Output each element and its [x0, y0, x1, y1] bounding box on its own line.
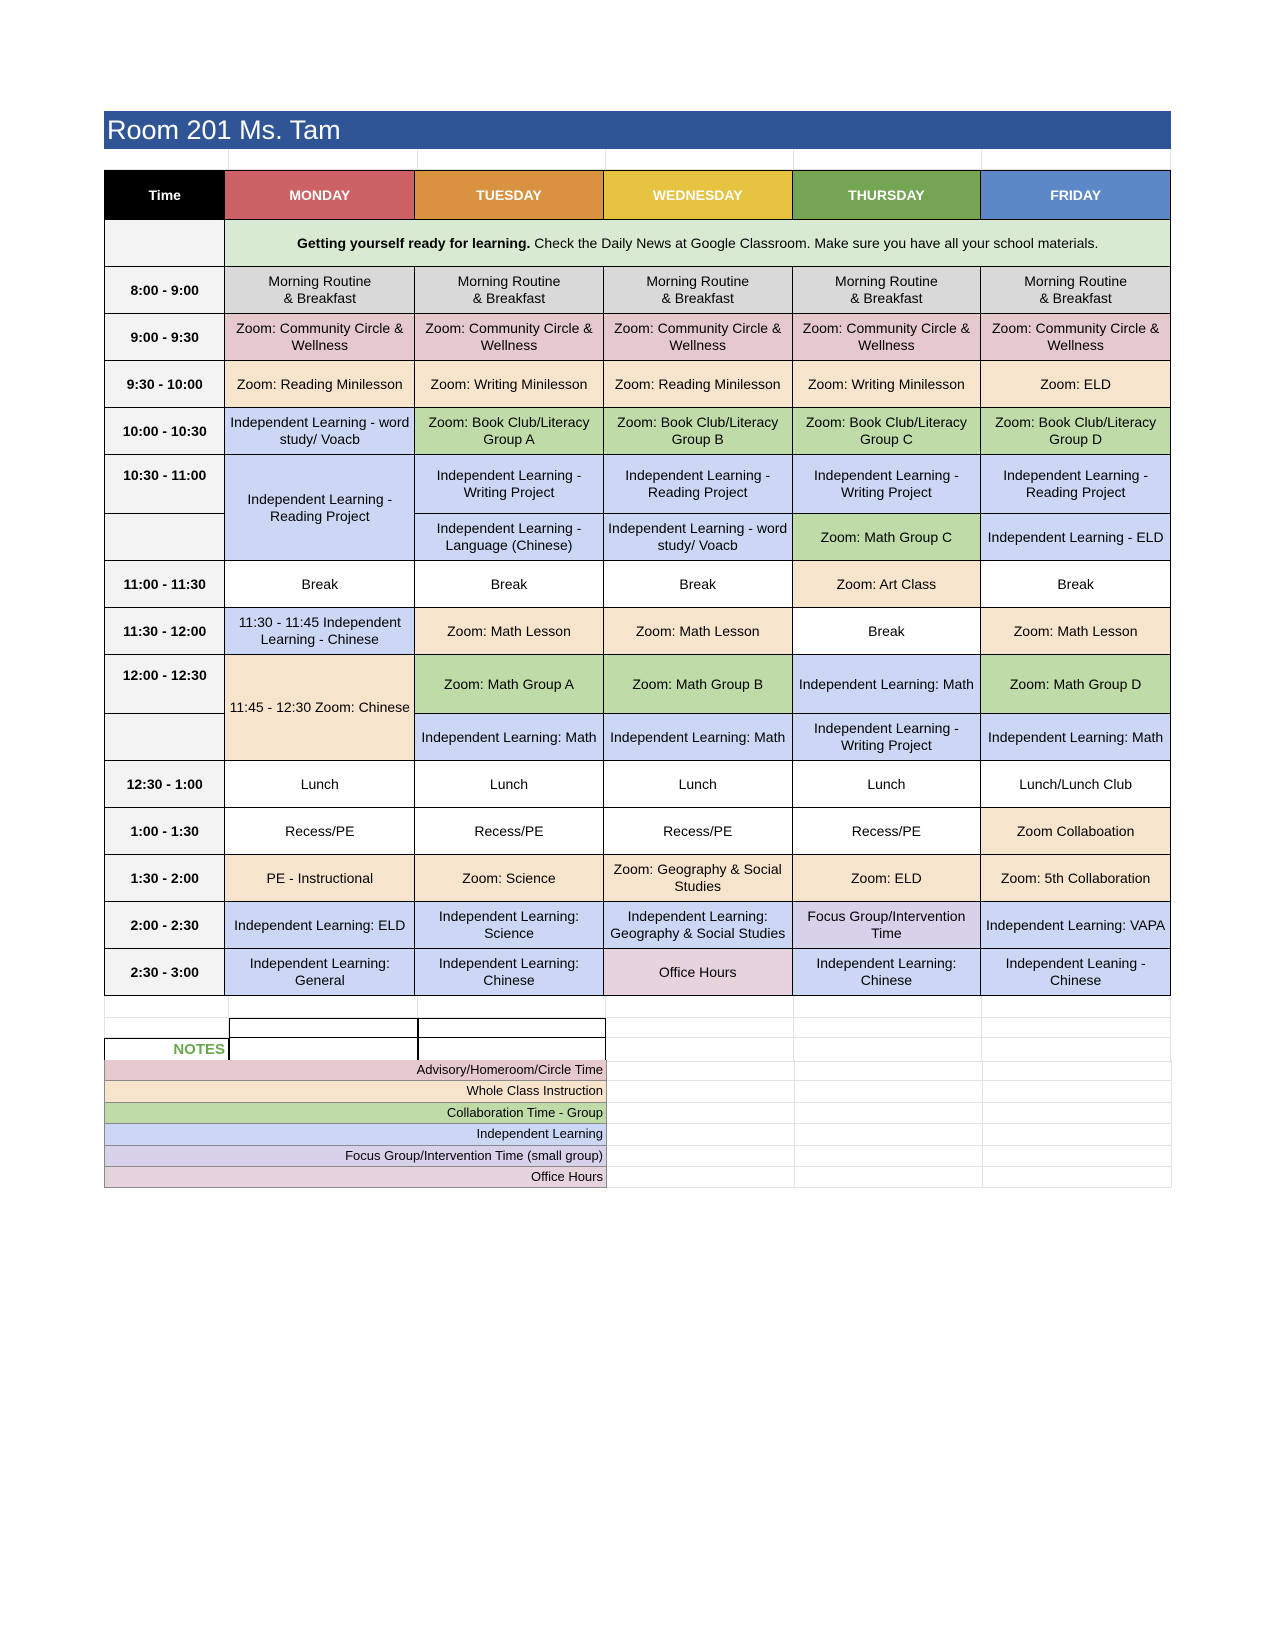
schedule-cell: Recess/PE — [792, 808, 981, 855]
schedule-cell: Zoom: Community Circle & Wellness — [415, 314, 604, 361]
schedule-cell: Zoom: 5th Collaboration — [981, 855, 1171, 902]
schedule-cell: Morning Routine & Breakfast — [792, 267, 981, 314]
schedule-cell: Zoom: Book Club/Literacy Group C — [792, 408, 981, 455]
blank-row — [104, 996, 1171, 1018]
schedule-cell: PE - Instructional — [225, 855, 415, 902]
table-row — [105, 314, 1171, 361]
table-row — [105, 455, 1171, 514]
legend-row — [104, 1146, 1171, 1167]
schedule-cell: Independent Learning - word study/ Voacb — [225, 408, 415, 455]
schedule-cell: Independent Learning - Writing Project — [792, 455, 981, 514]
table-row — [105, 361, 1171, 408]
schedule-cell: Zoom: Math Lesson — [981, 608, 1171, 655]
table-row — [105, 949, 1171, 996]
legend-row — [104, 1060, 1171, 1081]
blank-row — [104, 1018, 1171, 1038]
schedule-cell: Zoom: Community Circle & Wellness — [792, 314, 981, 361]
schedule-cell: Independent Learning: General — [225, 949, 415, 996]
schedule-cell: Lunch — [225, 761, 415, 808]
schedule-cell: 11:45 - 12:30 Zoom: Chinese — [225, 655, 415, 761]
schedule-cell: Zoom: Math Group A — [415, 655, 604, 714]
schedule-cell: Zoom: Art Class — [792, 561, 981, 608]
schedule-cell: Break — [792, 608, 981, 655]
schedule-cell: Zoom: ELD — [981, 361, 1171, 408]
schedule-cell: Independent Learning - word study/ Voacb — [603, 514, 792, 561]
time-cell: 9:30 - 10:00 — [105, 361, 225, 408]
header-wednesday: WEDNESDAY — [603, 171, 792, 220]
time-cell-empty — [105, 714, 225, 761]
legend-row — [104, 1124, 1171, 1145]
schedule-cell: Independent Learning - Reading Project — [603, 455, 792, 514]
table-row — [105, 408, 1171, 455]
schedule-cell: Zoom: Math Group D — [981, 655, 1171, 714]
header-friday: FRIDAY — [981, 171, 1171, 220]
schedule-cell: Independent Learning: Math — [415, 714, 604, 761]
schedule-cell: Recess/PE — [603, 808, 792, 855]
schedule-cell: Zoom: Math Group B — [603, 655, 792, 714]
table-row — [105, 561, 1171, 608]
schedule-cell: Break — [981, 561, 1171, 608]
legend-row — [104, 1167, 1171, 1188]
header-thursday: THURSDAY — [792, 171, 981, 220]
schedule-cell-text: Independent Learning: Geography & Social Studies — [610, 908, 786, 941]
time-cell: 9:00 - 9:30 — [105, 314, 225, 361]
schedule-cell: Independent Learning - Writing Project — [792, 714, 981, 761]
schedule-cell: Independent Learning - Reading Project — [981, 455, 1171, 514]
time-cell: 10:00 - 10:30 — [105, 408, 225, 455]
header-monday: MONDAY — [225, 171, 415, 220]
legend-item: Whole Class Instruction — [104, 1081, 607, 1102]
ready-note-bold: Getting yourself ready for learning. — [297, 234, 531, 251]
legend — [104, 1060, 1171, 1188]
schedule-cell: Zoom: Reading Minilesson — [603, 361, 792, 408]
time-cell-empty — [105, 220, 225, 267]
time-cell: 11:30 - 12:00 — [105, 608, 225, 655]
schedule-cell: Zoom: Math Lesson — [415, 608, 604, 655]
schedule-cell: Independent Learning - Reading Project — [225, 455, 415, 561]
schedule-cell: Zoom: Math Group C — [792, 514, 981, 561]
schedule-sheet — [104, 111, 1171, 1188]
header-row — [105, 171, 1171, 220]
time-cell: 12:30 - 1:00 — [105, 761, 225, 808]
notes-row — [104, 1038, 1171, 1060]
schedule-cell-clipped — [603, 902, 792, 949]
schedule-cell: Break — [225, 561, 415, 608]
table-row — [105, 808, 1171, 855]
header-time: Time — [105, 171, 225, 220]
schedule-cell: Morning Routine & Breakfast — [225, 267, 415, 314]
schedule-cell: Independent Learning: Math — [792, 655, 981, 714]
schedule-cell: Zoom: Community Circle & Wellness — [981, 314, 1171, 361]
schedule-cell: Independent Learning: Chinese — [415, 949, 604, 996]
time-cell: 2:00 - 2:30 — [105, 902, 225, 949]
schedule-cell: Zoom: Book Club/Literacy Group A — [415, 408, 604, 455]
ready-note — [225, 220, 1171, 267]
schedule-cell: Zoom: Community Circle & Wellness — [603, 314, 792, 361]
time-cell: 1:30 - 2:00 — [105, 855, 225, 902]
schedule-cell: Lunch — [415, 761, 604, 808]
schedule-cell: Zoom Collaboation — [981, 808, 1171, 855]
schedule-cell: Lunch — [603, 761, 792, 808]
schedule-cell: Morning Routine & Breakfast — [981, 267, 1171, 314]
time-cell: 10:30 - 11:00 — [105, 455, 225, 514]
schedule-cell: Zoom: Science — [415, 855, 604, 902]
table-row — [105, 855, 1171, 902]
notes-label: NOTES — [104, 1038, 229, 1062]
time-cell: 1:00 - 1:30 — [105, 808, 225, 855]
schedule-cell: 11:30 - 11:45 Independent Learning - Chinese — [225, 608, 415, 655]
schedule-cell: Zoom: Writing Minilesson — [415, 361, 604, 408]
legend-item: Independent Learning — [104, 1124, 607, 1145]
time-cell-empty — [105, 514, 225, 561]
legend-row — [104, 1103, 1171, 1124]
schedule-cell: Focus Group/Intervention Time — [792, 902, 981, 949]
table-row — [105, 655, 1171, 714]
schedule-cell: Morning Routine & Breakfast — [603, 267, 792, 314]
schedule-cell: Zoom: Reading Minilesson — [225, 361, 415, 408]
schedule-cell: Independent Learning: Math — [603, 714, 792, 761]
schedule-cell: Lunch — [792, 761, 981, 808]
schedule-cell: Zoom: Book Club/Literacy Group D — [981, 408, 1171, 455]
ready-note-text: Check the Daily News at Google Classroom. Make sure you have all your school materials. — [530, 234, 1099, 251]
table-row — [105, 267, 1171, 314]
legend-item: Collaboration Time - Group — [104, 1103, 607, 1124]
schedule-cell: Break — [603, 561, 792, 608]
schedule-cell: Independent Learning: Science — [415, 902, 604, 949]
legend-item: Focus Group/Intervention Time (small group) — [104, 1146, 607, 1167]
schedule-cell: Morning Routine & Breakfast — [415, 267, 604, 314]
schedule-cell: Office Hours — [603, 949, 792, 996]
schedule-cell: Independent Learning: Math — [981, 714, 1171, 761]
schedule-cell: Independent Leaning - Chinese — [981, 949, 1171, 996]
table-row — [105, 902, 1171, 949]
legend-item: Office Hours — [104, 1167, 607, 1188]
schedule-cell: Break — [415, 561, 604, 608]
schedule-cell: Zoom: Writing Minilesson — [792, 361, 981, 408]
table-row — [105, 761, 1171, 808]
time-cell: 8:00 - 9:00 — [105, 267, 225, 314]
schedule-cell: Independent Learning - Writing Project — [415, 455, 604, 514]
schedule-cell: Recess/PE — [225, 808, 415, 855]
schedule-cell: Zoom: ELD — [792, 855, 981, 902]
schedule-cell: Independent Learning: Chinese — [792, 949, 981, 996]
schedule-cell: Zoom: Community Circle & Wellness — [225, 314, 415, 361]
schedule-cell: Independent Learning - Language (Chinese) — [415, 514, 604, 561]
schedule-cell: Recess/PE — [415, 808, 604, 855]
schedule-cell: Zoom: Book Club/Literacy Group B — [603, 408, 792, 455]
ready-row — [105, 220, 1171, 267]
time-cell: 11:00 - 11:30 — [105, 561, 225, 608]
schedule-table — [104, 170, 1171, 996]
sheet-title: Room 201 Ms. Tam — [104, 111, 1171, 149]
schedule-cell: Lunch/Lunch Club — [981, 761, 1171, 808]
time-cell: 2:30 - 3:00 — [105, 949, 225, 996]
table-row — [105, 608, 1171, 655]
header-tuesday: TUESDAY — [415, 171, 604, 220]
legend-row — [104, 1081, 1171, 1102]
time-cell: 12:00 - 12:30 — [105, 655, 225, 714]
schedule-cell: Zoom: Math Lesson — [603, 608, 792, 655]
schedule-cell: Independent Learning - ELD — [981, 514, 1171, 561]
schedule-cell: Independent Learning: VAPA — [981, 902, 1171, 949]
legend-item: Advisory/Homeroom/Circle Time — [104, 1060, 607, 1081]
schedule-cell: Zoom: Geography & Social Studies — [603, 855, 792, 902]
spacer-row — [104, 149, 1171, 170]
schedule-cell: Independent Learning: ELD — [225, 902, 415, 949]
